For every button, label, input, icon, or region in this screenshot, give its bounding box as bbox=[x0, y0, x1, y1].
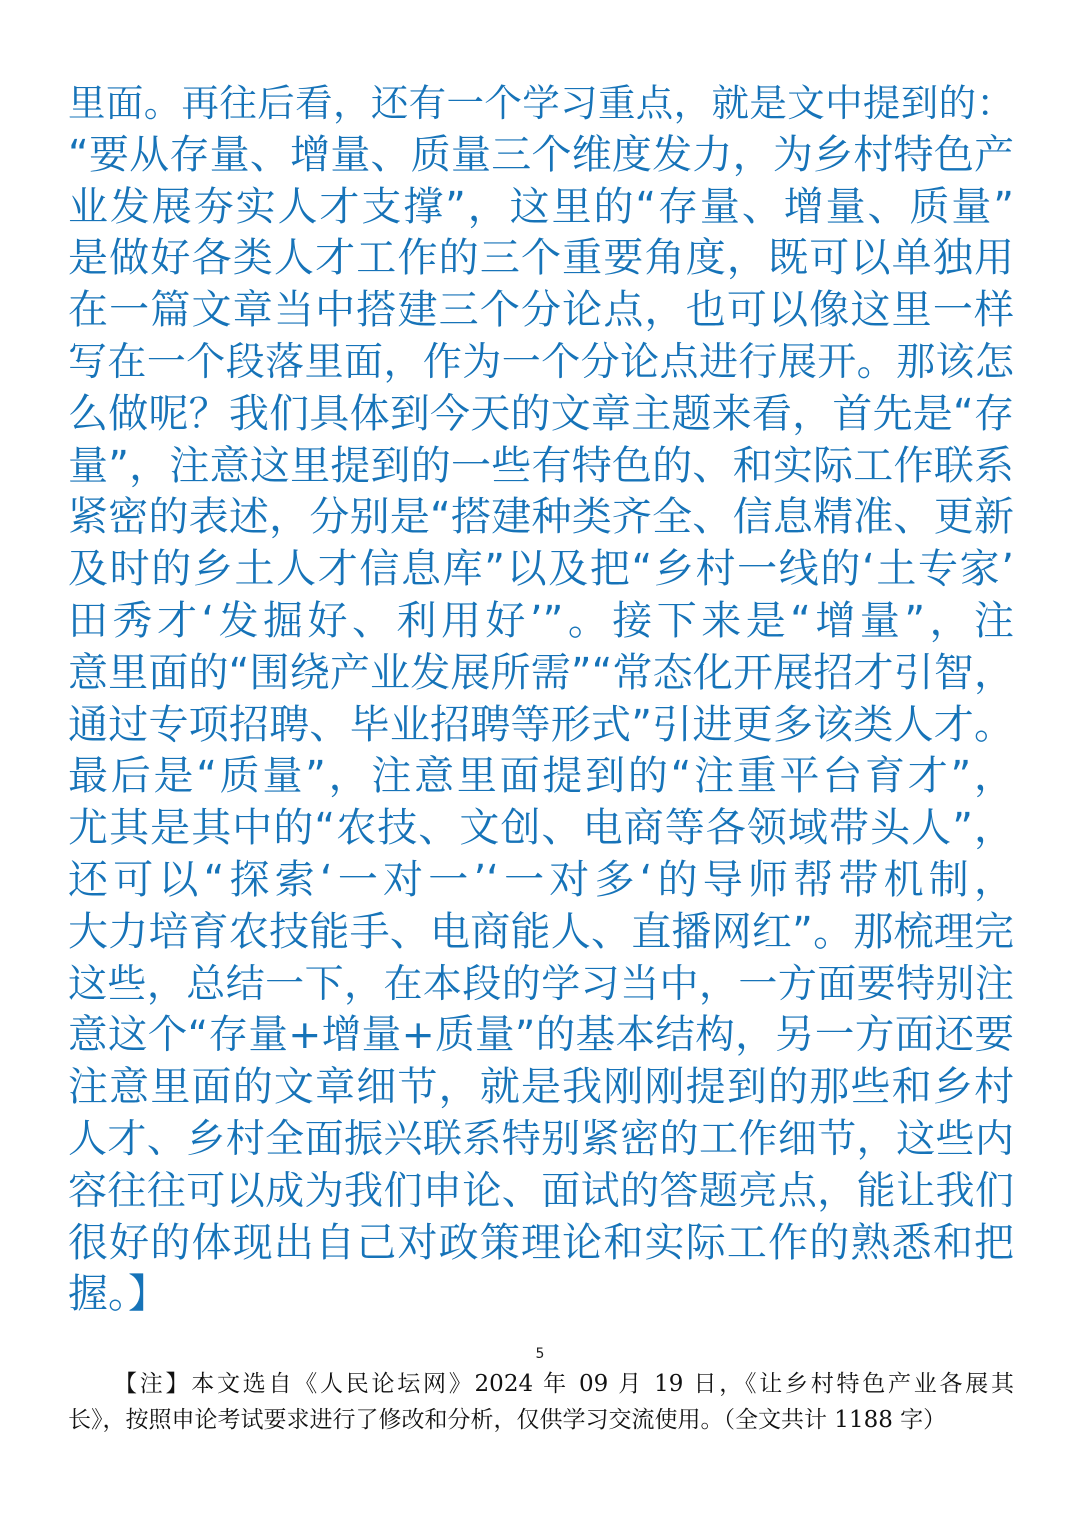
body-line: 田秀才‘发掘好、利用好’”。接下来是“增量”，注 bbox=[68, 597, 1014, 644]
body-line: 人才、乡村全面振兴联系特别紧密的工作细节，这些内 bbox=[68, 1116, 1014, 1162]
body-line: 么做呢？我们具体到今天的文章主题来看，首先是“存 bbox=[68, 390, 1014, 437]
body-line: 最后是“质量”，注意里面提到的“注重平台育才”， bbox=[68, 753, 1014, 800]
body-line: 及时的乡土人才信息库”以及把“乡村一线的‘土专家’ bbox=[68, 546, 1014, 593]
source-note bbox=[68, 1366, 1014, 1438]
body-line: 里面。再往后看，还有一个学习重点，就是文中提到的： bbox=[68, 81, 1014, 125]
body-paragraph bbox=[68, 78, 1014, 1321]
body-line: 很好的体现出自己对政策理论和实际工作的熟悉和把 bbox=[68, 1219, 1014, 1266]
body-line: “要从存量、增量、质量三个维度发力，为乡村特色产 bbox=[68, 131, 1014, 178]
body-line: 是做好各类人才工作的三个重要角度，既可以单独用 bbox=[68, 235, 1014, 282]
body-line: 意这个“存量+增量+质量”的基本结构，另一方面还要 bbox=[68, 1012, 1014, 1059]
body-line: 还可以“探索‘一对一’‘一对多‘的导师帮带机制， bbox=[68, 856, 1014, 903]
source-note-line: 长》，按照申论考试要求进行了修改和分析，仅供学习交流使用。（全文共计 1188 字） bbox=[68, 1407, 947, 1433]
body-line: 写在一个段落里面，作为一个分论点进行展开。那该怎 bbox=[68, 339, 1014, 385]
body-line: 这些，总结一下，在本段的学习当中，一方面要特别注 bbox=[68, 961, 1014, 1007]
body-line: 容往往可以成为我们申论、面试的答题亮点，能让我们 bbox=[68, 1168, 1014, 1214]
body-line: 业发展夯实人才支撑”，这里的“存量、增量、质量” bbox=[68, 183, 1014, 230]
body-line: 在一篇文章当中搭建三个分论点，也可以像这里一样 bbox=[68, 287, 1014, 334]
body-line: 尤其是其中的“农技、文创、电商等各领域带头人”， bbox=[68, 805, 1014, 852]
body-line: 紧密的表述，分别是“搭建种类齐全、信息精准、更新 bbox=[68, 494, 1014, 541]
source-note-line: 【注】本文选自《人民论坛网》2024 年 09 月 19 日，《让乡村特色产业各展其 bbox=[114, 1371, 1014, 1397]
body-line: 意里面的“围绕产业发展所需”“常态化开展招才引智， bbox=[68, 649, 1014, 696]
body-line: 大力培育农技能手、电商能人、直播网红”。那梳理完 bbox=[68, 908, 1014, 955]
page-number: 5 bbox=[535, 1346, 545, 1362]
body-line: 通过专项招聘、毕业招聘等形式”引进更多该类人才。 bbox=[68, 701, 1014, 748]
body-line: 握。】 bbox=[68, 1271, 168, 1318]
body-line: 注意里面的文章细节，就是我刚刚提到的那些和乡村 bbox=[68, 1064, 1014, 1111]
body-line: 量”，注意这里提到的一些有特色的、和实际工作联系 bbox=[68, 442, 1014, 489]
